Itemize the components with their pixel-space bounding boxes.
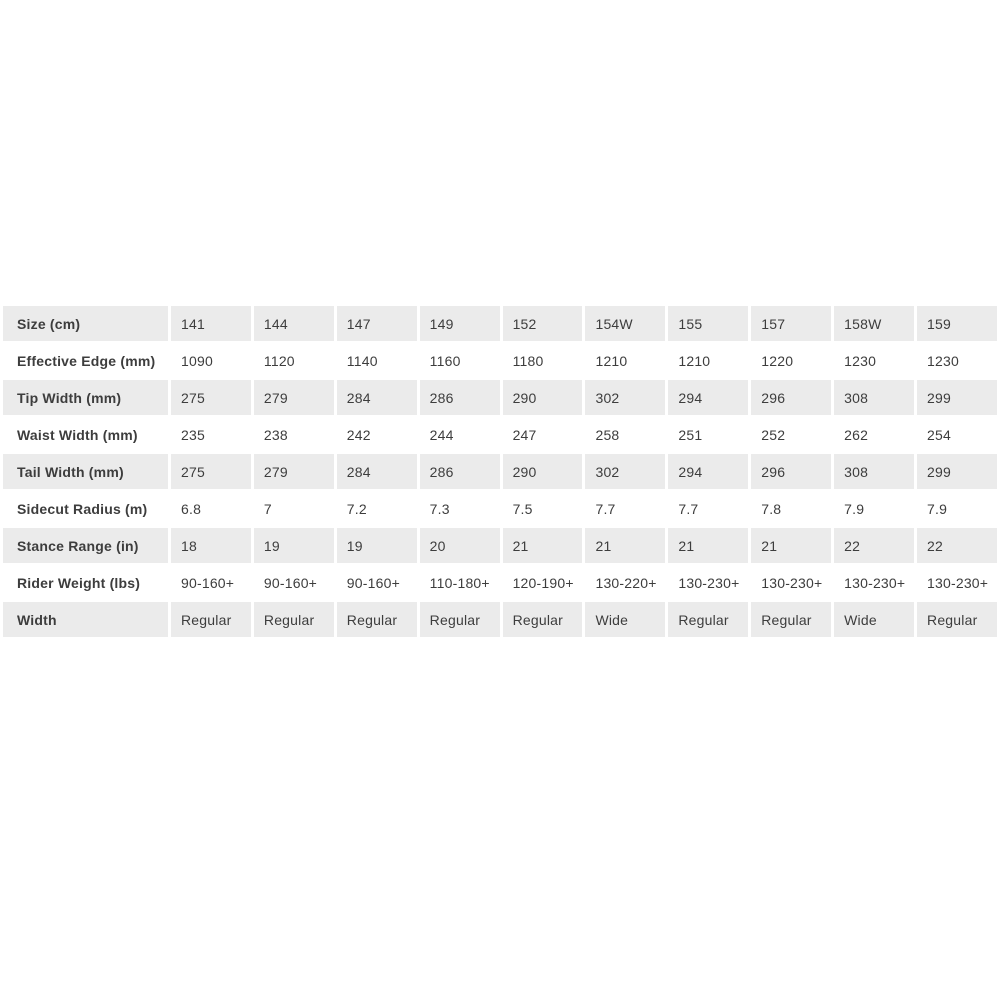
cell-value: 20	[420, 528, 500, 563]
cell-value: 149	[420, 306, 500, 341]
cell-value: 252	[751, 417, 831, 452]
cell-value: 18	[171, 528, 251, 563]
cell-value: 120-190+	[503, 565, 583, 600]
cell-value: 21	[668, 528, 748, 563]
table-row	[3, 306, 997, 341]
cell-value: Regular	[668, 602, 748, 637]
table-row	[3, 417, 997, 452]
cell-value: 294	[668, 380, 748, 415]
cell-value: 302	[585, 380, 665, 415]
cell-value: 294	[668, 454, 748, 489]
cell-value: 284	[337, 454, 417, 489]
cell-value: 254	[917, 417, 997, 452]
cell-value: 1210	[668, 343, 748, 378]
table-row	[3, 565, 997, 600]
cell-value: 1140	[337, 343, 417, 378]
cell-value: 154W	[585, 306, 665, 341]
row-label: Rider Weight (lbs)	[3, 565, 168, 600]
row-label: Tip Width (mm)	[3, 380, 168, 415]
cell-value: 155	[668, 306, 748, 341]
cell-value: Wide	[585, 602, 665, 637]
cell-value: 7.9	[917, 491, 997, 526]
cell-value: 308	[834, 380, 914, 415]
cell-value: 90-160+	[337, 565, 417, 600]
cell-value: 21	[751, 528, 831, 563]
cell-value: 152	[503, 306, 583, 341]
cell-value: 244	[420, 417, 500, 452]
cell-value: 144	[254, 306, 334, 341]
cell-value: 19	[337, 528, 417, 563]
cell-value: 7.5	[503, 491, 583, 526]
row-label: Size (cm)	[3, 306, 168, 341]
cell-value: 1090	[171, 343, 251, 378]
cell-value: 247	[503, 417, 583, 452]
cell-value: 130-230+	[668, 565, 748, 600]
cell-value: 1220	[751, 343, 831, 378]
cell-value: Regular	[420, 602, 500, 637]
cell-value: 110-180+	[420, 565, 500, 600]
cell-value: Wide	[834, 602, 914, 637]
cell-value: 158W	[834, 306, 914, 341]
cell-value: 286	[420, 380, 500, 415]
row-label: Sidecut Radius (m)	[3, 491, 168, 526]
cell-value: 7.7	[585, 491, 665, 526]
cell-value: 296	[751, 380, 831, 415]
cell-value: 147	[337, 306, 417, 341]
cell-value: 299	[917, 454, 997, 489]
cell-value: 1230	[834, 343, 914, 378]
cell-value: 1160	[420, 343, 500, 378]
cell-value: 235	[171, 417, 251, 452]
cell-value: 130-230+	[834, 565, 914, 600]
spec-table	[0, 304, 1000, 639]
row-label: Tail Width (mm)	[3, 454, 168, 489]
cell-value: 279	[254, 380, 334, 415]
cell-value: 286	[420, 454, 500, 489]
cell-value: 262	[834, 417, 914, 452]
cell-value: Regular	[171, 602, 251, 637]
cell-value: Regular	[917, 602, 997, 637]
cell-value: 290	[503, 380, 583, 415]
cell-value: 242	[337, 417, 417, 452]
cell-value: 90-160+	[171, 565, 251, 600]
table-row	[3, 491, 997, 526]
cell-value: 290	[503, 454, 583, 489]
cell-value: 19	[254, 528, 334, 563]
spec-table-container	[0, 304, 1000, 639]
cell-value: 275	[171, 380, 251, 415]
row-label: Stance Range (in)	[3, 528, 168, 563]
table-row	[3, 528, 997, 563]
cell-value: 7.2	[337, 491, 417, 526]
cell-value: 299	[917, 380, 997, 415]
cell-value: Regular	[337, 602, 417, 637]
table-row	[3, 602, 997, 637]
table-row	[3, 380, 997, 415]
cell-value: 90-160+	[254, 565, 334, 600]
cell-value: 1120	[254, 343, 334, 378]
table-row	[3, 454, 997, 489]
cell-value: 22	[834, 528, 914, 563]
cell-value: Regular	[503, 602, 583, 637]
cell-value: 7.7	[668, 491, 748, 526]
cell-value: 130-230+	[917, 565, 997, 600]
cell-value: 130-230+	[751, 565, 831, 600]
cell-value: 1210	[585, 343, 665, 378]
cell-value: 6.8	[171, 491, 251, 526]
row-label: Width	[3, 602, 168, 637]
cell-value: 238	[254, 417, 334, 452]
cell-value: Regular	[254, 602, 334, 637]
cell-value: 7.3	[420, 491, 500, 526]
cell-value: 302	[585, 454, 665, 489]
cell-value: 159	[917, 306, 997, 341]
cell-value: 21	[585, 528, 665, 563]
row-label: Effective Edge (mm)	[3, 343, 168, 378]
cell-value: 141	[171, 306, 251, 341]
cell-value: 21	[503, 528, 583, 563]
cell-value: 1180	[503, 343, 583, 378]
cell-value: 7.9	[834, 491, 914, 526]
cell-value: 279	[254, 454, 334, 489]
cell-value: 284	[337, 380, 417, 415]
cell-value: 275	[171, 454, 251, 489]
cell-value: Regular	[751, 602, 831, 637]
cell-value: 157	[751, 306, 831, 341]
cell-value: 22	[917, 528, 997, 563]
spec-table-body	[3, 306, 997, 637]
cell-value: 130-220+	[585, 565, 665, 600]
cell-value: 258	[585, 417, 665, 452]
cell-value: 7.8	[751, 491, 831, 526]
cell-value: 296	[751, 454, 831, 489]
cell-value: 7	[254, 491, 334, 526]
table-row	[3, 343, 997, 378]
row-label: Waist Width (mm)	[3, 417, 168, 452]
cell-value: 251	[668, 417, 748, 452]
cell-value: 308	[834, 454, 914, 489]
cell-value: 1230	[917, 343, 997, 378]
